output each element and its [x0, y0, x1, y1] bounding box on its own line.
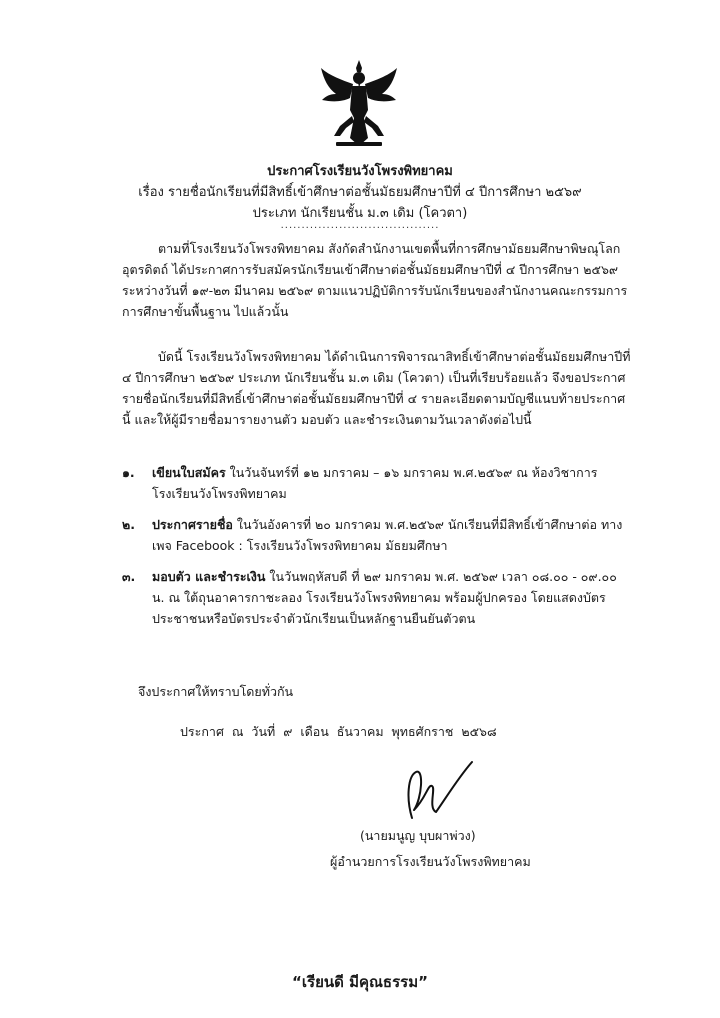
garuda-emblem-icon: [318, 58, 400, 150]
closing-statement: จึงประกาศให้ทราบโดยทั่วกัน: [138, 684, 294, 699]
paragraph-intro: [122, 238, 632, 322]
school-motto: “เรียนดี มีคุณธรรม”: [292, 973, 428, 991]
list-item-number: ๒.: [122, 517, 135, 532]
list-item-text: ในวันพฤหัสบดี ที่ ๒๙ มกราคม พ.ศ. ๒๕๖๙ เวลา ๐๘.๐๐ - ๐๙.๐๐ น. ณ ใต้ถุนอาคารกาชะลอง โรงเรียนวังโพรงพิทยาคม พร้อมผู้ปกครอง โดยแสดงบัตรประชาชนหรือบัตรประจำตัวนักเรียนเป็นหลักฐานยืนยันตัวตน: [152, 569, 617, 626]
paragraph-intro-text: ตามที่โรงเรียนวังโพรงพิทยาคม สังกัดสำนักงานเขตพื้นที่การศึกษามัธยมศึกษาพิษณุโลก อุตรดิตถ์ ได้ประกาศการรับสมัครนักเรียนเข้าศึกษาต่อชั้นมัธยมศึกษาปีที่ ๔ ปีการศึกษา ๒๕๖๙ ระหว่างวันที่ ๑๙-๒๓ มีนาคม ๒๕๖๙ ตามแนวปฏิบัติการรับนักเรียนของสำนักงานคณะกรรมการการศึกษาขั้นพื้นฐาน ไปแล้วนั้น: [122, 241, 628, 319]
list-item-number: ๑.: [122, 465, 135, 480]
paragraph-result-text: บัดนี้ โรงเรียนวังโพรงพิทยาคม ได้ดำเนินการพิจารณาสิทธิ์เข้าศึกษาต่อชั้นมัธยมศึกษาปีที่ ๔ ปีการศึกษา ๒๕๖๙ ประเภท นักเรียนชั้น ม.๓ เดิม (โควตา) เป็นที่เรียบร้อยแล้ว จึงขอประกาศรายชื่อนักเรียนที่มีสิทธิ์เข้าศึกษาต่อชั้นมัธยมศึกษาปีที่ ๔ รายละเอียดตามบัญชีแนบท้ายประกาศนี้ และให้ผู้มีรายชื่อมารายงานตัว มอบตัว และชำระเงินตามวันเวลาดังต่อไปนี้: [122, 349, 631, 427]
announcement-subject: เรื่อง รายชื่อนักเรียนที่มีสิทธิ์เข้าศึกษาต่อชั้นมัธยมศึกษาปีที่ ๔ ปีการศึกษา ๒๕๖๙: [138, 185, 582, 200]
list-item: [122, 566, 632, 629]
list-item: [122, 514, 632, 556]
list-item-number: ๓.: [122, 569, 136, 584]
list-item-heading: ประกาศรายชื่อ: [152, 517, 233, 532]
issue-date: ประกาศ ณ วันที่ ๙ เดือน ธันวาคม พุทธศักราช ๒๕๖๘: [180, 724, 497, 739]
signer-name: (นายมนูญ บุบผาพ่วง): [360, 828, 476, 843]
paragraph-result: [122, 346, 632, 430]
list-item-text: ในวันอังคารที่ ๒๐ มกราคม พ.ศ.๒๕๖๙ นักเรียนที่มีสิทธิ์เข้าศึกษาต่อ ทางเพจ Facebook : โรงเรียนวังโพรงพิทยาคม มัธยมศึกษา: [152, 517, 623, 553]
list-item-heading: เขียนใบสมัคร: [152, 465, 226, 480]
list-item-heading: มอบตัว และชำระเงิน: [152, 569, 266, 584]
list-item-text: ในวันจันทร์ที่ ๑๒ มกราคม – ๑๖ มกราคม พ.ศ.๒๕๖๙ ณ ห้องวิชาการ โรงเรียนวังโพรงพิทยาคม: [152, 465, 598, 501]
announcement-title: ประกาศโรงเรียนวังโพรงพิทยาคม: [267, 164, 453, 179]
announcement-category: ประเภท นักเรียนชั้น ม.๓ เดิม (โควตา): [252, 206, 468, 221]
handwritten-signature: [398, 758, 476, 824]
signer-position: ผู้อำนวยการโรงเรียนวังโพรงพิทยาคม: [330, 854, 531, 869]
header-divider: ......................................: [280, 220, 440, 231]
list-item: [122, 462, 632, 504]
